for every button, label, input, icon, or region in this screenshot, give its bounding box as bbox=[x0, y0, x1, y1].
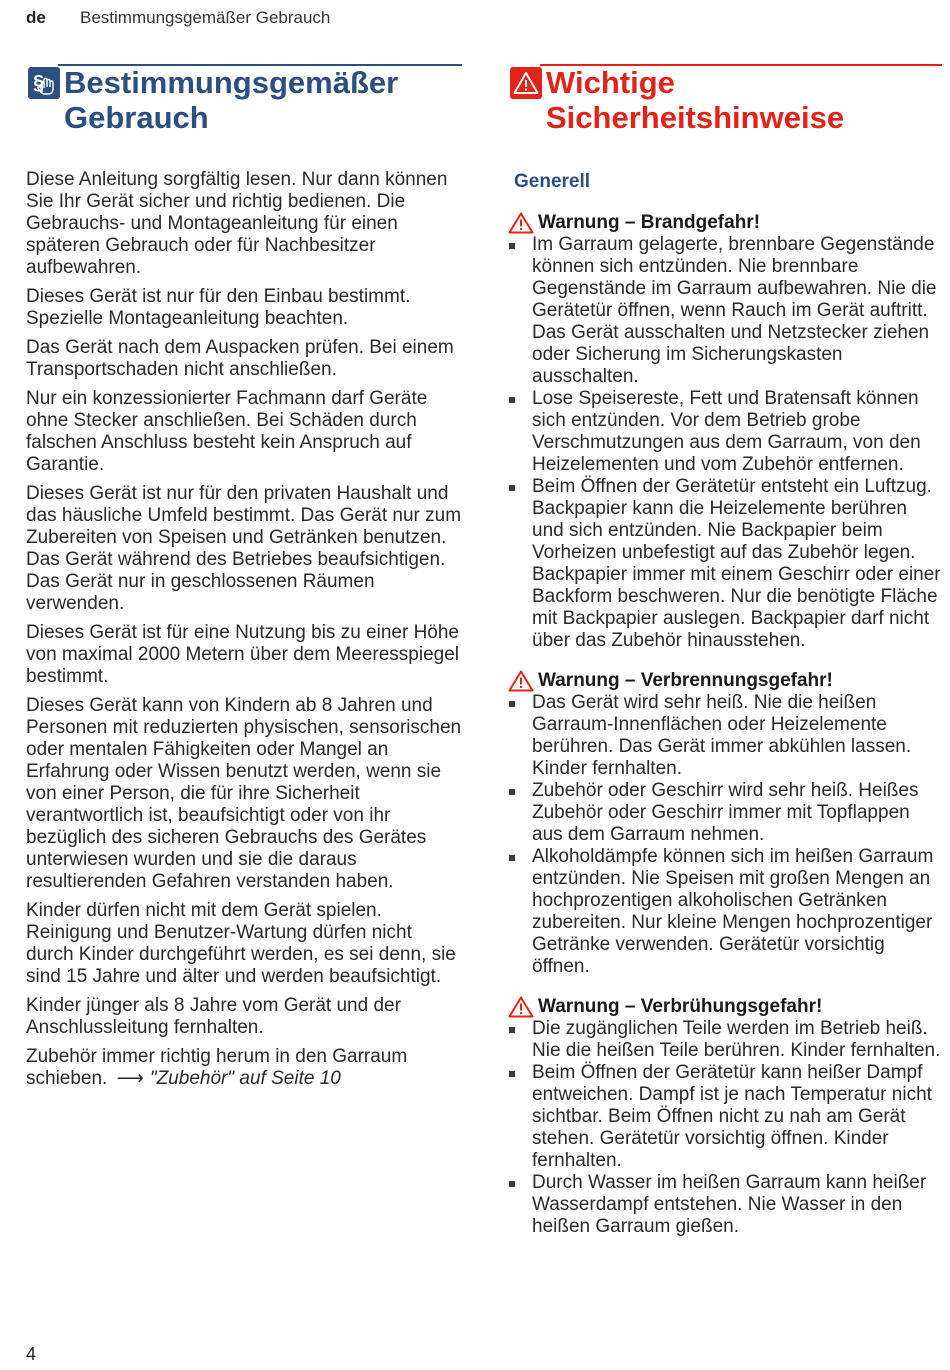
paragraph: Dieses Gerät ist nur für den privaten Haushalt und das häusliche Umfeld bestimmt. Das Gerät nur zum Zubereiten von Speisen und Getränken benutzen. Das Gerät während des Betriebes beaufsichtigen. Das Gerät nur in geschlossenen Räumen verwenden. bbox=[26, 483, 462, 614]
safety-title bbox=[508, 64, 942, 135]
list-item bbox=[508, 692, 942, 780]
bullet-square-icon bbox=[509, 1181, 515, 1187]
intended-use-title bbox=[26, 64, 462, 135]
paragraph: Diese Anleitung sorgfältig lesen. Nur dann können Sie Ihr Gerät sicher und richtig bedienen. Die Gebrauchs- und Montageanleitung für einen späteren Gebrauch oder für Nachbesitzer aufbewahren. bbox=[26, 169, 448, 278]
list-item-text: Die zugänglichen Teile werden im Betrieb heiß. Nie die heißen Teile berühren. Kinder fernhalten. bbox=[532, 1018, 941, 1061]
warning-triangle-icon bbox=[510, 67, 542, 99]
paragraph: Dieses Gerät kann von Kindern ab 8 Jahren und Personen mit reduzierten physischen, sensorischen oder mentalen Fähigkeiten oder Mangel an Erfahrung oder Wissen benutzt werden, wenn sie von einer Person, die für ihre Sicherheit verantwortlich ist, beaufsichtigt oder von ihr bezüglich des sicheren Gebrauchs des Gerätes unterwiesen wurden und sie die daraus resultierenden Gefahren verstanden haben. bbox=[26, 695, 462, 892]
warning-fire bbox=[508, 212, 942, 652]
svg-text:§: § bbox=[33, 72, 45, 94]
paragraph-accessory-reference bbox=[26, 1046, 462, 1090]
title-line-1: Wichtige bbox=[546, 65, 675, 100]
bullet-square-icon bbox=[509, 397, 515, 403]
warning-list bbox=[508, 692, 942, 978]
warning-burns bbox=[508, 670, 942, 978]
list-item bbox=[508, 1062, 942, 1172]
list-item-text: Zubehör oder Geschirr wird sehr heiß. Heißes Zubehör oder Geschirr immer mit Topflappen aus dem Garraum nehmen. bbox=[532, 780, 919, 845]
paragraph: Dieses Gerät ist für eine Nutzung bis zu einer Höhe von maximal 2000 Metern über dem Meeresspiegel bestimmt. bbox=[26, 622, 459, 687]
cross-reference-link[interactable]: "Zubehör" auf Seite 10 bbox=[149, 1068, 341, 1089]
bullet-square-icon bbox=[509, 1071, 515, 1077]
list-item bbox=[508, 476, 942, 652]
arrow-right-icon: ⟶ bbox=[116, 1068, 144, 1089]
bullet-square-icon bbox=[509, 789, 515, 795]
bullet-square-icon bbox=[509, 1027, 515, 1033]
list-item bbox=[508, 846, 942, 978]
list-item bbox=[508, 1018, 942, 1062]
intended-use-section bbox=[26, 64, 462, 1097]
page-number: 4 bbox=[26, 1344, 37, 1364]
title-line-2: Sicherheitshinweise bbox=[546, 100, 845, 135]
header-section-title: Bestimmungsgemäßer Gebrauch bbox=[80, 8, 331, 27]
safety-section bbox=[508, 64, 942, 1238]
warning-title bbox=[508, 670, 942, 692]
bullet-square-icon bbox=[509, 485, 515, 491]
list-item bbox=[508, 234, 942, 388]
intended-use-body bbox=[26, 169, 462, 1090]
accessory-text: Zubehör immer richtig herum in den Garraum schieben. bbox=[26, 1046, 408, 1089]
list-item-text: Alkoholdämpfe können sich im heißen Garraum entzünden. Nie Speisen mit großen Mengen an hochprozentigen alkoholischen Getränken zubereiten. Nur kleine Mengen hochprozentiger Getränke verwenden. Gerätetür vorsichtig öffnen. bbox=[532, 846, 934, 977]
warning-triangle-icon bbox=[508, 996, 534, 1018]
warning-title-text: Warnung – Verbrennungsgefahr! bbox=[538, 670, 833, 691]
warning-list bbox=[508, 1018, 942, 1238]
bullet-square-icon bbox=[509, 855, 515, 861]
warning-title bbox=[508, 996, 942, 1018]
warning-title-text: Warnung – Verbrühungsgefahr! bbox=[538, 996, 823, 1017]
warning-triangle-icon bbox=[508, 212, 534, 234]
list-item-text: Durch Wasser im heißen Garraum kann heißer Wasserdampf entstehen. Nie Wasser in den heißen Garraum gießen. bbox=[532, 1172, 927, 1237]
list-item bbox=[508, 780, 942, 846]
warning-title bbox=[508, 212, 942, 234]
warning-list bbox=[508, 234, 942, 652]
list-item-text: Das Gerät wird sehr heiß. Nie die heißen Garraum-Innenflächen oder Heizelemente berühren. Das Gerät immer abkühlen lassen. Kinder fernhalten. bbox=[532, 692, 912, 779]
subheading-general: Generell bbox=[514, 171, 591, 192]
language-code: de bbox=[26, 8, 46, 27]
paragraph: Dieses Gerät ist nur für den Einbau bestimmt. Spezielle Montageanleitung beachten. bbox=[26, 286, 411, 329]
title-line-1: Bestimmungsgemäßer bbox=[64, 65, 399, 100]
paragraph: Kinder jünger als 8 Jahre vom Gerät und der Anschlussleitung fernhalten. bbox=[26, 995, 401, 1038]
list-item bbox=[508, 1172, 942, 1238]
bullet-square-icon bbox=[509, 701, 515, 707]
page-header bbox=[26, 8, 330, 28]
list-item bbox=[508, 388, 942, 476]
list-item-text: Beim Öffnen der Gerätetür entsteht ein Luftzug. Backpapier kann die Heizelemente berühren und sich entzünden. Nie Backpapier beim Vorheizen unbefestigt auf das Zubehör legen. Backpapier immer mit einem Geschirr oder einer Backform beschweren. Nur die benötigte Fläche mit Backpapier auslegen. Backpapier darf nicht über das Zubehör hinausstehen. bbox=[532, 476, 941, 651]
paragraph: Das Gerät nach dem Auspacken prüfen. Bei einem Transportschaden nicht anschließen. bbox=[26, 337, 454, 380]
list-item-text: Im Garraum gelagerte, brennbare Gegenstände können sich entzünden. Nie brennbare Gegenstände im Garraum aufbewahren. Nie die Gerätetür öffnen, wenn Rauch im Gerät auftritt. Das Gerät ausschalten und Netzstecker ziehen oder Sicherung im Sicherungskasten ausschalten. bbox=[532, 234, 937, 387]
list-item-text: Beim Öffnen der Gerätetür kann heißer Dampf entweichen. Dampf ist je nach Temperatur nicht sichtbar. Beim Öffnen nicht zu nah am Gerät stehen. Gerätetür vorsichtig öffnen. Kinder fernhalten. bbox=[532, 1062, 932, 1171]
list-item-text: Lose Speisereste, Fett und Bratensaft können sich entzünden. Vor dem Betrieb grobe Verschmutzungen aus dem Garraum, von den Heizelementen und vom Zubehör entfernen. bbox=[532, 388, 921, 475]
warning-title-text: Warnung – Brandgefahr! bbox=[538, 212, 761, 233]
warning-scalding bbox=[508, 996, 942, 1238]
paragraph-hand-icon bbox=[28, 67, 60, 99]
paragraph: Kinder dürfen nicht mit dem Gerät spielen. Reinigung und Benutzer-Wartung dürfen nicht durch Kinder durchgeführt werden, es sei denn, sie sind 15 Jahre und älter und werden beaufsichtigt. bbox=[26, 900, 456, 987]
bullet-square-icon bbox=[509, 243, 515, 249]
paragraph: Nur ein konzessionierter Fachmann darf Geräte ohne Stecker anschließen. Bei Schäden durch falschen Anschluss besteht kein Anspruch auf Garantie. bbox=[26, 388, 428, 475]
warning-triangle-icon bbox=[508, 670, 534, 692]
title-line-2: Gebrauch bbox=[64, 100, 209, 135]
